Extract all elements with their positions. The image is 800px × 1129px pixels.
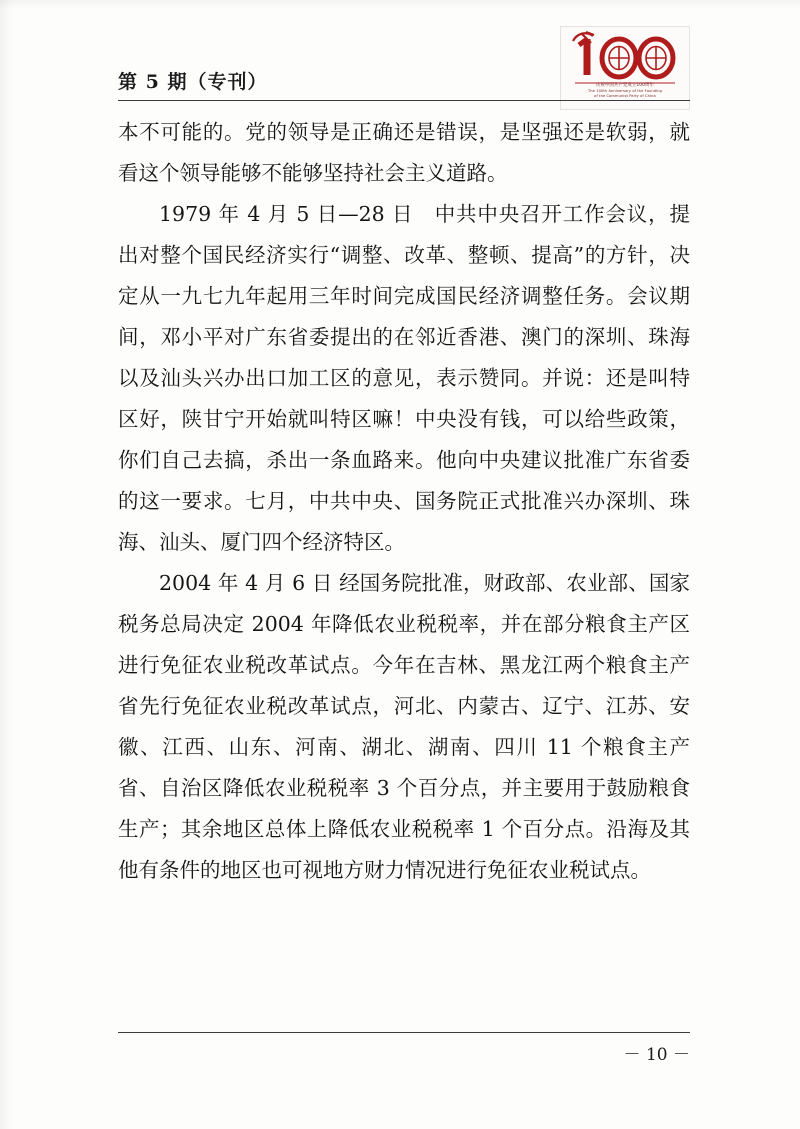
issue-label: 第 5 期（专刊） bbox=[118, 71, 268, 93]
emblem-caption bbox=[561, 83, 689, 99]
paragraph-1979: 1979 年 4 月 5 日—28 日 中共中央召开工作会议，提出对整个国民经济实行“调整、改革、整顿、提高”的方针，决定从一九七九年起用三年时间完成国民经济调整任务。会议期间，邓小平对广东省委提出的在邻近香港、澳门的深圳、珠海以及汕头兴办出口加工区的意见，表示赞同。并说：还是叫特区好，陕甘宁开始就叫特区嘛！中央没有钱，可以给些政策，你们自己去搞，杀出一条血路来。他向中央建议批准广东省委的这一要求。七月，中共中央、国务院正式批准兴办深圳、珠海、汕头、厦门四个经济特区。 bbox=[118, 202, 690, 554]
page-number: － 10 － bbox=[623, 1045, 690, 1065]
emblem-caption-en-2: of the Communist Party of China bbox=[594, 94, 656, 98]
scan-edge-top bbox=[0, 0, 800, 10]
paragraph-continuation: 本不可能的。党的领导是正确还是错误，是坚强还是软弱，就看这个领导能够不能够坚持社会主义道路。 bbox=[118, 120, 690, 185]
emblem-caption-en-1: The 100th Anniversary of the Founding bbox=[587, 89, 663, 93]
anniversary-emblem-icon bbox=[560, 26, 690, 110]
paragraph-2004: 2004 年 4 月 6 日 经国务院批准，财政部、农业部、国家税务总局决定 2004 年降低农业税税率，并在部分粮食主产区进行免征农业税改革试点。今年在吉林、黑龙江两个粮食主产省先行免征农业税改革试点，河北、内蒙古、辽宁、江苏、安徽、江西、山东、河南、湖北、湖南、四川 11 个粮食主产省、自治区降低农业税税率 3 个百分点，并主要用于鼓励粮食生产；其余地区总体上降低农业税税率 1 个百分点。沿海及其他有条件的地区也可视地方财力情况进行免征农业税试点。 bbox=[118, 571, 690, 882]
header-divider bbox=[118, 100, 690, 101]
footer-divider bbox=[118, 1032, 690, 1033]
scan-edge-left bbox=[0, 0, 14, 1129]
document-body bbox=[118, 112, 690, 891]
emblem-caption-cn: 庆祝中国共产党成立100周年 bbox=[595, 83, 655, 88]
page-header bbox=[118, 40, 690, 102]
